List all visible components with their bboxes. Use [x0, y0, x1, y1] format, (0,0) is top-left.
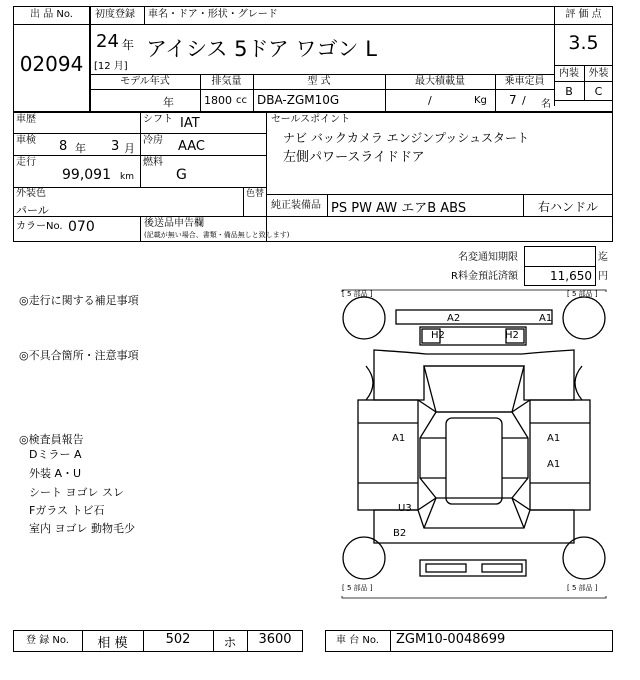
inspector-line: Dミラー A [29, 448, 82, 461]
inspection-month-unit: 月 [124, 142, 135, 155]
registration-kana: ホ [223, 636, 237, 651]
first-reg-year-unit: 年 [122, 38, 135, 52]
exterior-color-value: パール [16, 204, 49, 217]
ac-label: 冷房 [143, 135, 163, 146]
interior-grade-value: B [565, 85, 573, 98]
score-label: 評 価 点 [565, 9, 602, 20]
exterior-grade-label: 外装 [588, 68, 609, 79]
inspector-line: 室内 ヨゴレ 動物毛少 [29, 522, 135, 535]
displacement-label: 排気量 [211, 76, 242, 87]
inspection-year-unit: 年 [75, 142, 86, 155]
max-load-label: 最大積載量 [415, 76, 465, 87]
damage-mark: A1 [547, 433, 561, 444]
exterior-color-label: 外装色 [16, 188, 46, 199]
name-change-label: 名変通知期限 [458, 252, 518, 263]
driving-notes-label: ◎走行に関する補足事項 [19, 294, 139, 307]
equipment-value: PS PW AW エアB ABS [331, 201, 467, 216]
lot-number-value: 02094 [19, 52, 84, 76]
fuel-value: G [176, 167, 187, 183]
damage-mark: H2 [431, 330, 445, 341]
inspection-year: 8 [59, 139, 68, 154]
capacity-value: 7 [509, 93, 517, 107]
sales-points-line2: 左側パワースライドドア [283, 150, 425, 165]
model-year-label: モデル年式 [120, 76, 170, 87]
ac-value: AAC [178, 139, 205, 154]
model-year-unit: 年 [163, 96, 174, 109]
displacement-unit: cc [236, 95, 247, 106]
color-change-label: 色替 [246, 189, 265, 199]
defects-label: ◎不具合箇所・注意事項 [19, 349, 139, 362]
load-slash: / [428, 94, 432, 107]
car-damage-diagram [336, 288, 612, 600]
damage-mark: A1 [539, 313, 553, 324]
first-reg-year: 24 [96, 31, 119, 52]
aftermarket-note: (記載が無い場合、書類・備品無しと致します) [144, 231, 290, 239]
type-label: 型 式 [307, 76, 331, 87]
shift-value: IAT [180, 116, 200, 131]
damage-mark: A1 [392, 433, 406, 444]
first-reg-month: [12 月] [94, 61, 128, 72]
sales-points-line1: ナビ バックカメラ エンジンプッシュスタート [283, 131, 529, 145]
name-change-unit: 迄 [598, 252, 608, 263]
recycle-value: 11,650 [550, 269, 592, 283]
color-no-label: カラーNo. [16, 221, 63, 232]
sales-points-label: セールスポイント [271, 114, 351, 125]
damage-mark: B2 [393, 528, 407, 539]
mileage-unit: km [120, 172, 134, 182]
displacement-value: 1800 [204, 94, 232, 107]
diagram-corner-bottom-left: [ 5 部品 ] [342, 584, 373, 592]
score-value: 3.5 [568, 32, 599, 54]
damage-mark: A1 [547, 459, 561, 470]
diagram-corner-top-right: [ 5 部品 ] [567, 290, 598, 298]
mileage-label: 走行 [16, 157, 36, 168]
fuel-label: 燃料 [143, 157, 163, 168]
recycle-label: R料金預託済額 [451, 271, 518, 282]
shift-label: シフト [143, 114, 173, 125]
car-name-value: アイシス 5ドア ワゴン L [146, 37, 377, 61]
inspection-label: 車検 [16, 135, 36, 146]
aftermarket-label: 後送品申告欄 [144, 218, 204, 229]
history-label: 車歴 [16, 114, 36, 125]
capacity-slash: / [522, 94, 526, 107]
lot-number-label: 出 品 No. [30, 9, 73, 20]
car-name-label: 車名・ドア・形状・グレード [148, 9, 278, 20]
inspection-month: 3 [111, 139, 120, 154]
mileage-value: 99,091 [62, 167, 111, 183]
interior-grade-label: 内装 [559, 68, 579, 79]
load-unit: Kg [474, 95, 487, 106]
capacity-label: 乗車定員 [504, 76, 545, 87]
equipment-label: 純正装備品 [271, 200, 321, 211]
color-no-value: 070 [68, 219, 95, 235]
inspector-line: 外装 A・U [29, 467, 82, 480]
recycle-unit: 円 [598, 271, 608, 282]
capacity-unit: 名 [541, 99, 551, 110]
registration-label: 登 録 No. [26, 635, 69, 646]
registration-number: 3600 [258, 632, 292, 647]
inspector-report-label: ◎検査員報告 [19, 433, 84, 446]
inspector-line: Fガラス トビ石 [29, 504, 105, 517]
first-reg-label: 初度登録 [95, 9, 135, 20]
damage-mark: A2 [447, 313, 461, 324]
steering-value: 右ハンドル [537, 200, 598, 214]
chassis-label: 車 台 No. [336, 635, 379, 646]
type-value: DBA-ZGM10G [257, 93, 340, 107]
name-change-box [524, 246, 596, 267]
diagram-corner-top-left: [ 5 部品 ] [342, 290, 373, 298]
registration-area: 相 模 [97, 636, 128, 651]
registration-class: 502 [165, 632, 191, 647]
chassis-number: ZGM10-0048699 [396, 632, 506, 647]
diagram-corner-bottom-right: [ 5 部品 ] [567, 584, 598, 592]
inspector-line: シート ヨゴレ スレ [29, 486, 124, 499]
damage-mark: H2 [505, 330, 519, 341]
exterior-grade-value: C [594, 85, 603, 98]
damage-mark: U3 [398, 503, 412, 514]
